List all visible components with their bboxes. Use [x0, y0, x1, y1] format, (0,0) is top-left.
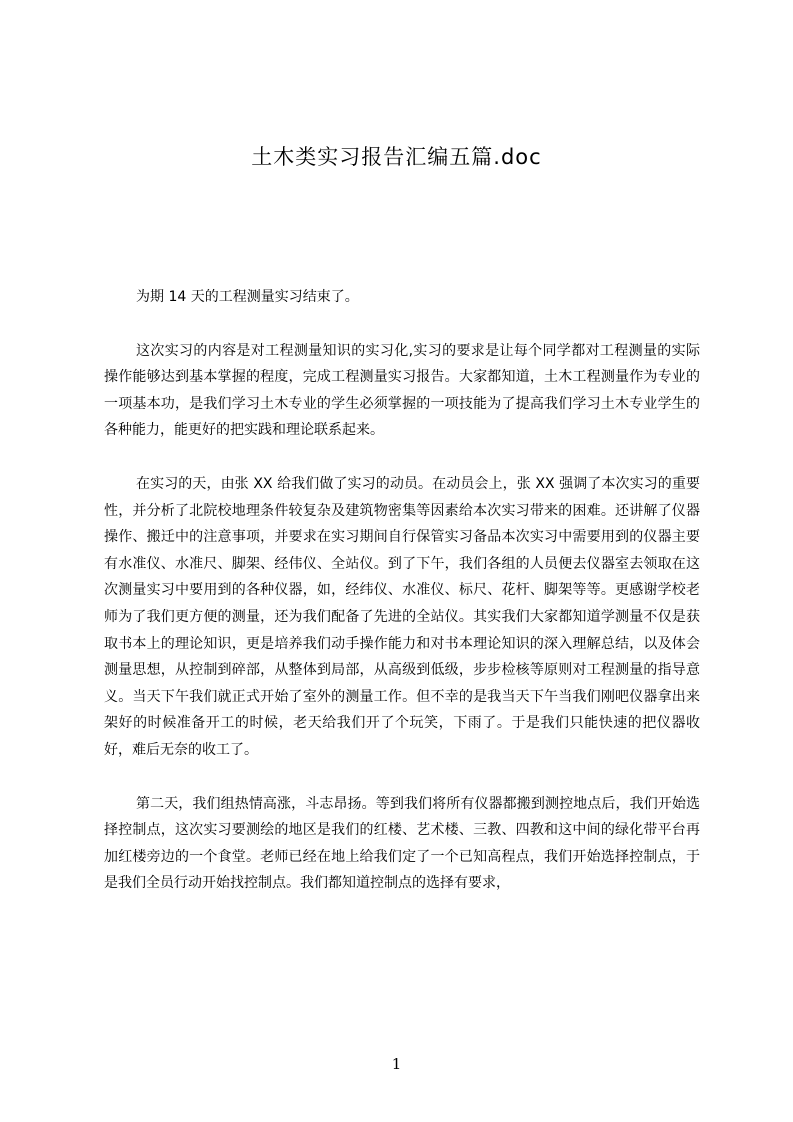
- page-number: 1: [391, 1055, 402, 1073]
- paragraph-2: 这次实习的内容是对工程测量知识的实习化,实习的要求是让每个同学都对工程测量的实际操作能够达到基本掌握的程度，完成工程测量实习报告。大家都知道，土木工程测量作为专业的一项基本功，是我们学习土木专业的学生必须掌握的一项技能为了提高我们学习土木专业学生的各种能力，能更好的把实践和理论联系起来。: [104, 342, 700, 439]
- document-title: 土木类实习报告汇编五篇.doc: [251, 145, 542, 169]
- paragraph-4: 第二天，我们组热情高涨，斗志昂扬。等到我们将所有仪器都搬到测控地点后，我们开始选择控制点，这次实习要测绘的地区是我们的红楼、艺术楼、三教、四教和这中间的绿化带平台再加红楼旁边的一个食堂。老师已经在地上给我们定了一个已知高程点，我们开始选择控制点，于是我们全员行动开始找控制点。我们都知道控制点的选择有要求，: [104, 795, 700, 892]
- document-body: [104, 284, 700, 924]
- paragraph-3: 在实习的天，由张 XX 给我们做了实习的动员。在动员会上，张 XX 强调了本次实习的重要性，并分析了北院校地理条件较复杂及建筑物密集等因素给本次实习带来的困难。还讲解了仪器操作、搬迁中的注意事项，并要求在实习期间自行保管实习备品本次实习中需要用到的仪器主要有水准仪、水准尺、脚架、经伟仪、全站仪。到了下午，我们各组的人员便去仪器室去领取在这次测量实习中要用到的各种仪器，如，经纬仪、水准仪、标尺、花杆、脚架等等。更感谢学校老师为了我们更方便的测量，还为我们配备了先进的全站仪。其实我们大家都知道学测量不仅是获取书本上的理论知识，更是培养我们动手操作能力和对书本理论知识的深入理解总结，以及体会测量思想，从控制到碎部，从整体到局部，从高级到低级，步步检核等原则对工程测量的指导意义。当天下午我们就正式开始了室外的测量工作。但不幸的是我当天下午当我们刚吧仪器拿出来架好的时候准备开工的时候，老天给我们开了个玩笑，下雨了。于是我们只能快速的把仪器收好，难后无奈的收工了。: [104, 475, 700, 758]
- paragraph-1: 为期 14 天的工程测量实习结束了。: [136, 289, 359, 305]
